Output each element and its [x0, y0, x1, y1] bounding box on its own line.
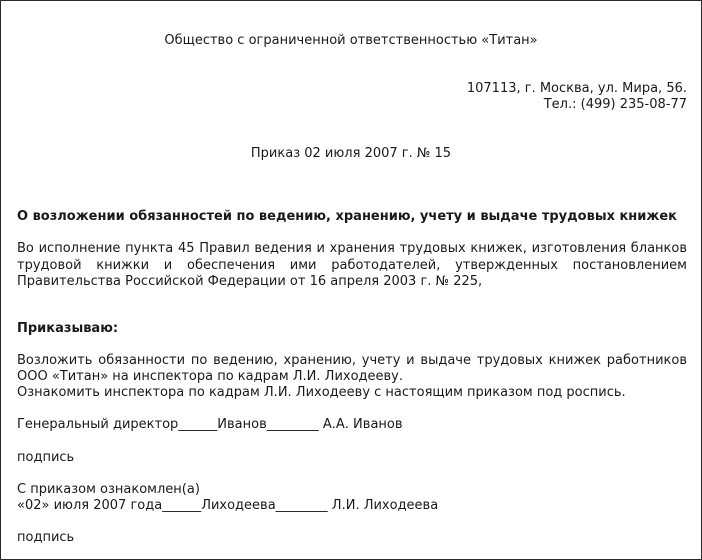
preamble-line-1: Во исполнение пункта 45 Правил ведения и хранения трудовых книжек, изготовления бланков [17, 241, 687, 256]
order-subject: О возложении обязанностей по ведению, хранению, учету и выдаче трудовых книжек [17, 209, 677, 224]
acknowledgement-signature-line: «02» июля 2007 года______Лиходеева________ Л.И. Лиходеева [17, 498, 439, 513]
organization-address: 107113, г. Москва, ул. Мира, 56. [466, 81, 687, 96]
organization-name: Общество с ограниченной ответственностью «Титан» [164, 33, 538, 48]
preamble-line-2: трудовой книжки и обеспечения ими работодателей, утвержденных постановлением [17, 258, 687, 273]
order-item-line-3: Ознакомить инспектора по кадрам Л.И. Лиходееву с настоящим приказом под роспись. [17, 385, 626, 400]
director-signature-line: Генеральный директор______Иванов________ А.А. Иванов [17, 417, 403, 432]
signature-label: подпись [17, 450, 75, 465]
order-word: Приказываю: [17, 321, 119, 336]
organization-phone: Тел.: (499) 235-08-77 [543, 97, 687, 112]
order-item-line-2: ООО «Титан» на инспектора по кадрам Л.И. Лиходееву. [17, 369, 404, 384]
signature-label: подпись [17, 530, 75, 545]
order-title: Приказ 02 июля 2007 г. № 15 [250, 146, 452, 161]
order-item-line-1: Возложить обязанности по ведению, хранению, учету и выдаче трудовых книжек работников [17, 353, 687, 368]
acknowledgement-title: С приказом ознакомлен(а) [17, 482, 200, 497]
preamble-line-3: Правительства Российской Федерации от 16 апреля 2003 г. № 225, [17, 274, 483, 289]
